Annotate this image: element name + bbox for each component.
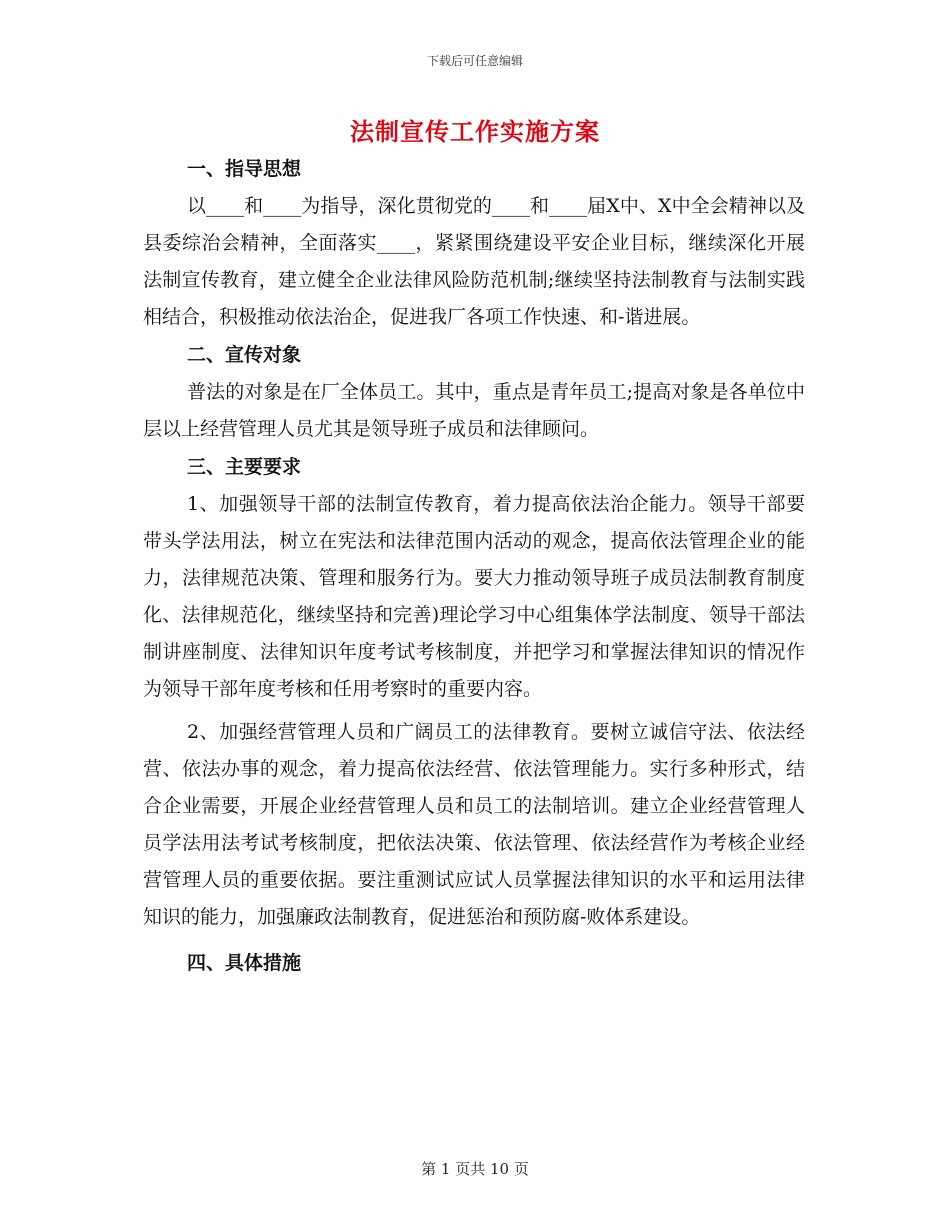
paragraph-guiding-ideology: 以____和____为指导，深化贯彻党的____和____届X中、X中全会精神以及县委综治会精神，全面落实____，紧紧围绕建设平安企业目标，继续深化开展法制宣传教育，建立健全企业法律风险防范机制;继续坚持法制教育与法制实践相结合，积极推动依法治企，促进我厂各项工作快速、和-谐进展。 <box>143 195 805 328</box>
section-heading-audience: 二、宣传对象 <box>187 344 302 366</box>
section-heading-main-requirements: 三、主要要求 <box>187 456 302 478</box>
document-body <box>143 150 805 982</box>
header-note: 下载后可任意编辑 <box>426 54 523 68</box>
paragraph-audience: 普法的对象是在厂全体员工。其中，重点是青年员工;提高对象是各单位中层以上经营管理人员尤其是领导班子成员和法律顾问。 <box>143 381 805 440</box>
paragraph-requirement-1: 1、加强领导干部的法制宣传教育，着力提高依法治企能力。领导干部要带头学法用法，树立在宪法和法律范围内活动的观念，提高依法管理企业的能力，法律规范决策、管理和服务行为。要大力推动领导班子成员法制教育制度化、法律规范化，继续坚持和完善)理论学习中心组集体学法制度、领导干部法制讲座制度、法律知识年度考试考核制度，并把学习和掌握法律知识的情况作为领导干部年度考核和任用考察时的重要内容。 <box>143 493 805 700</box>
section-heading-specific-measures: 四、具体措施 <box>187 952 302 974</box>
document-title: 法制宣传工作实施方案 <box>350 118 600 146</box>
page-footer: 第 1 页共 10 页 <box>421 1160 529 1178</box>
section-heading-guiding-ideology: 一、指导思想 <box>187 158 302 180</box>
paragraph-requirement-2: 2、加强经营管理人员和广阔员工的法律教育。要树立诚信守法、依法经营、依法办事的观念，着力提高依法经营、依法管理能力。实行多种形式，结合企业需要，开展企业经营管理人员和员工的法制培训。建立企业经营管理人员学法用法考试考核制度，把依法决策、依法管理、依法经营作为考核企业经营管理人员的重要依据。要注重测试应试人员掌握法律知识的水平和运用法律知识的能力，加强廉政法制教育，促进惩治和预防腐-败体系建设。 <box>143 721 805 928</box>
